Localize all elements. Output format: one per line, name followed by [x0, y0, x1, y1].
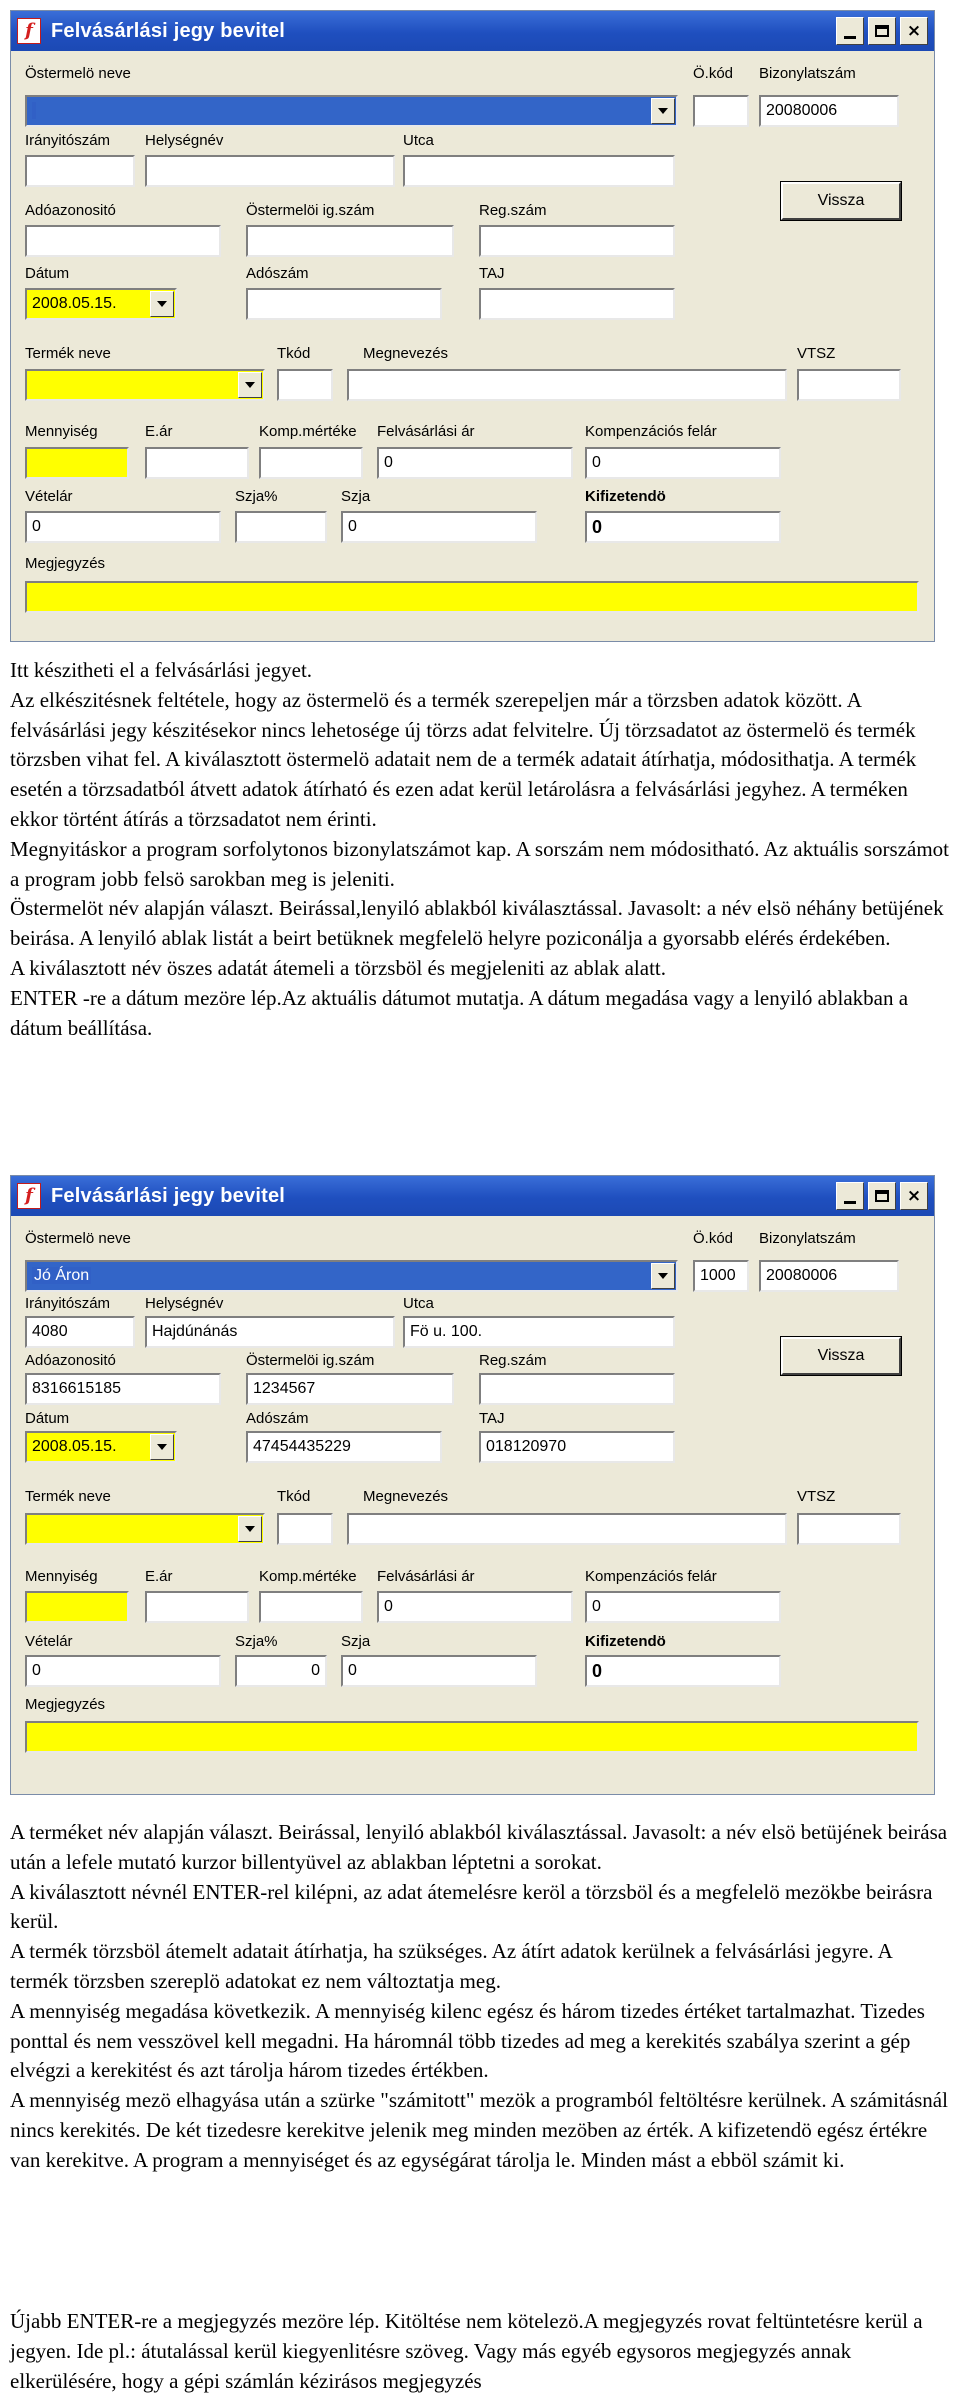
instructions-block-2 [10, 1818, 950, 2176]
kompenzacios-felar-field: 0 [585, 447, 781, 479]
tkod-field[interactable] [277, 1513, 333, 1545]
adoszam-field[interactable]: 47454435229 [246, 1431, 442, 1463]
label-megjegyzes: Megjegyzés [25, 555, 106, 572]
label-tkod: Tkód [277, 345, 311, 362]
ostermelo-dropdown[interactable] [25, 95, 678, 127]
taj-field[interactable]: 018120970 [479, 1431, 675, 1463]
tkod-field[interactable] [277, 369, 333, 401]
title-bar [11, 11, 934, 51]
label-datum: Dátum [25, 265, 70, 282]
label-megnevezes: Megnevezés [363, 1488, 449, 1505]
szja-pct-field[interactable] [235, 511, 327, 543]
label-mennyiseg: Mennyiség [25, 1568, 98, 1585]
instructions-block-3 [10, 2307, 950, 2396]
megnevezes-field[interactable] [347, 1513, 787, 1545]
purchase-form [11, 1216, 934, 1804]
label-reg-szam: Reg.szám [479, 202, 547, 219]
label-helysegnev: Helységnév [145, 1295, 224, 1312]
label-kifizetendo: Kifizetendö [585, 488, 666, 505]
paragraph: Megnyitáskor a program sorfolytonos bizonylatszámot kap. A sorszám nem módositható. Az aktuális sorszámot a program jobb felsö sarokban meg is jeleniti. [10, 836, 950, 891]
label-szja: Szja [341, 488, 371, 505]
iranyitoszam-field[interactable] [25, 155, 135, 187]
close-button[interactable] [900, 1182, 928, 1210]
label-e-ar: E.ár [145, 423, 173, 440]
back-button[interactable]: Vissza [781, 1337, 901, 1375]
label-ostermeloi-ig-szam: Östermelöi ig.szám [246, 202, 375, 219]
app-icon: f [17, 1183, 41, 1209]
chevron-down-icon[interactable] [238, 1516, 262, 1542]
label-iranyitoszam: Irányitószám [25, 1295, 111, 1312]
label-megnevezes: Megnevezés [363, 345, 449, 362]
label-iranyitoszam: Irányitószám [25, 132, 111, 149]
purchase-form-window-2 [10, 1175, 935, 1795]
label-utca: Utca [403, 1295, 434, 1312]
felvasarlasi-ar-field: 0 [377, 447, 573, 479]
adoazonosito-field[interactable] [25, 225, 221, 257]
label-kompenzacios-felar: Kompenzációs felár [585, 1568, 717, 1585]
paragraph: Újabb ENTER-re a megjegyzés mezöre lép. Kitöltése nem kötelezö.A megjegyzés rovat feltüntetésre kerül a jegyen. Ide pl.: átutalással kerül kiegyenlitésre szöveg. Vagy más egyéb egysoros megjegyzés annak elkerülésére, hogy a gépi számlán kézirásos megjegyzés [10, 2309, 923, 2393]
chevron-down-icon[interactable] [150, 291, 174, 317]
label-termek-neve: Termék neve [25, 345, 111, 362]
label-okod: Ö.kód [693, 1230, 734, 1247]
label-adoszam: Adószám [246, 1410, 309, 1427]
label-termek-neve: Termék neve [25, 1488, 111, 1505]
paragraph: A termék törzsböl átemelt adatait átírhatja, ha szükséges. Az átírt adatok kerülnek a felvásárlási jegyre. A termék törzsben szereplö adatokat ez nem változtatja meg. [10, 1939, 892, 1993]
e-ar-field[interactable] [145, 1591, 249, 1623]
szja-field: 0 [341, 1655, 537, 1687]
maximize-button[interactable] [868, 17, 896, 45]
ostermelo-dropdown[interactable]: Jó Áron [25, 1260, 678, 1292]
label-adoazonosito: Adóazonositó [25, 202, 116, 219]
label-vtsz: VTSZ [797, 345, 836, 362]
minimize-icon [844, 36, 856, 39]
okod-field[interactable] [693, 95, 749, 127]
maximize-button[interactable] [868, 1182, 896, 1210]
label-kifizetendo: Kifizetendö [585, 1633, 666, 1650]
label-utca: Utca [403, 132, 434, 149]
paragraph: A mennyiség megadása következik. A mennyiség kilenc egész és három tizedes értéket tartalmazhat. Tizedes ponttal és nem vesszövel kell megadni. Ha háromnál több tizedes ad meg a kerekités szabálya szerint a gép elvégzi a kerekitést és azt tárolja három tizedes értékben. [10, 1998, 925, 2083]
label-komp-merteke: Komp.mértéke [259, 423, 357, 440]
label-vetelar: Vételár [25, 488, 73, 505]
adoazonosito-field[interactable]: 8316615185 [25, 1373, 221, 1405]
utca-field[interactable] [403, 155, 675, 187]
vtsz-field[interactable] [797, 369, 901, 401]
bizonylatszam-field: 20080006 [759, 1260, 899, 1292]
komp-merteke-field[interactable] [259, 1591, 363, 1623]
label-e-ar: E.ár [145, 1568, 173, 1585]
szja-field: 0 [341, 511, 537, 543]
reg-szam-field[interactable] [479, 225, 675, 257]
minimize-icon [844, 1201, 856, 1204]
megjegyzes-field[interactable] [25, 581, 919, 613]
app-icon: f [17, 18, 41, 44]
e-ar-field[interactable] [145, 447, 249, 479]
label-szja-pct: Szja% [235, 1633, 278, 1650]
iranyitoszam-field[interactable]: 4080 [25, 1316, 135, 1348]
chevron-down-icon[interactable] [651, 98, 675, 124]
label-felvasarlasi-ar: Felvásárlási ár [377, 423, 475, 440]
label-ostermeloi-ig-szam: Östermelöi ig.szám [246, 1352, 375, 1369]
felvasarlasi-ar-field: 0 [377, 1591, 573, 1623]
label-okod: Ö.kód [693, 65, 734, 82]
reg-szam-field[interactable] [479, 1373, 675, 1405]
label-adoazonosito: Adóazonositó [25, 1352, 116, 1369]
helysegnev-field[interactable]: Hajdúnánás [145, 1316, 395, 1348]
utca-field[interactable]: Fö u. 100. [403, 1316, 675, 1348]
helysegnev-field[interactable] [145, 155, 395, 187]
mennyiseg-field[interactable] [25, 1591, 129, 1623]
vetelar-field: 0 [25, 1655, 221, 1687]
label-mennyiseg: Mennyiség [25, 423, 98, 440]
close-icon: × [906, 1185, 922, 1206]
bizonylatszam-field: 20080006 [759, 95, 899, 127]
maximize-icon [875, 1190, 889, 1202]
label-bizonylatszam: Bizonylatszám [759, 1230, 856, 1247]
vtsz-field[interactable] [797, 1513, 901, 1545]
kifizetendo-field: 0 [585, 511, 781, 543]
paragraph: A kiválasztott névnél ENTER-rel kilépni, az adat átemelésre keröl a törzsböl és a megfelelö mezökbe beirásra kerül. [10, 1879, 933, 1934]
label-reg-szam: Reg.szám [479, 1352, 547, 1369]
mennyiseg-field[interactable] [25, 447, 129, 479]
chevron-down-icon[interactable] [150, 1434, 174, 1460]
paragraph: A terméket név alapján választ. Beirással, lenyiló ablakból kiválasztással. Javasolt: a név elsö betüjének beirása után a lefele mutató kurzor billentyüvel az ablakban léptetni a sorokat. [10, 1820, 948, 1874]
label-megjegyzes: Megjegyzés [25, 1696, 106, 1713]
datum-picker[interactable]: 2008.05.15. [25, 1431, 177, 1463]
instructions-block-1 [10, 656, 950, 1043]
label-ostermelo-neve: Östermelö neve [25, 65, 131, 82]
termek-dropdown[interactable] [25, 1513, 265, 1545]
title-bar [11, 1176, 934, 1216]
taj-field[interactable] [479, 288, 675, 320]
label-vtsz: VTSZ [797, 1488, 836, 1505]
paragraph: A mennyiség mezö elhagyása után a szürke "számitott" mezök a programból feltöltésre kerülnek. A számitásnál nincs kerekités. De két tizedesre kerekitve jelenik meg minden mezöben az érték. A kifizetendö egész értékre van kerekitve. A program a mennyiséget és az egységárat tárolja le. Minden mást a ebböl számit ki. [10, 2088, 948, 2172]
ostermeloi-ig-szam-field[interactable]: 1234567 [246, 1373, 454, 1405]
label-kompenzacios-felar: Kompenzációs felár [585, 423, 717, 440]
okod-field[interactable]: 1000 [693, 1260, 749, 1292]
adoszam-field[interactable] [246, 288, 442, 320]
ostermeloi-ig-szam-field[interactable] [246, 225, 454, 257]
komp-merteke-field[interactable] [259, 447, 363, 479]
purchase-form [11, 51, 934, 639]
label-taj: TAJ [479, 265, 505, 282]
chevron-down-icon[interactable] [238, 372, 262, 398]
kifizetendo-field: 0 [585, 1655, 781, 1687]
termek-dropdown[interactable] [25, 369, 265, 401]
minimize-button[interactable] [836, 17, 864, 45]
megnevezes-field[interactable] [347, 369, 787, 401]
label-taj: TAJ [479, 1410, 505, 1427]
minimize-button[interactable] [836, 1182, 864, 1210]
szja-pct-field[interactable]: 0 [235, 1655, 327, 1687]
purchase-form-window-1 [10, 10, 935, 642]
close-icon: × [906, 20, 922, 41]
window-title: Felvásárlási jegy bevitel [51, 1184, 286, 1207]
kompenzacios-felar-field: 0 [585, 1591, 781, 1623]
label-szja: Szja [341, 1633, 371, 1650]
label-adoszam: Adószám [246, 265, 309, 282]
paragraph: Itt készitheti el a felvásárlási jegyet. [10, 658, 313, 682]
datum-picker[interactable]: 2008.05.15. [25, 288, 177, 320]
paragraph: Östermelöt név alapján választ. Beirással,lenyiló ablakból kiválasztással. Javasolt: a név elsö néhány betüjének beirása. A lenyiló ablak listát a beirt betüknek megfelelö helyre poziconálja a gyorsabb elérés érdekében. [10, 896, 944, 951]
back-button[interactable]: Vissza [781, 182, 901, 220]
paragraph: A kiválasztott név öszes adatát átemeli a törzsböl és megjeleniti az ablak alatt. [10, 955, 667, 980]
close-button[interactable] [900, 17, 928, 45]
label-ostermelo-neve: Östermelö neve [25, 1230, 131, 1247]
paragraph: Az elkészitésnek feltétele, hogy az östermelö és a termék szerepeljen már a törzsben adatok között. A felvásárlási jegy készitésekor nincs lehetosége új törzs adat felvitelre. Új törzsadatot az östermelö és termék törzsben vihat fel. A kiválasztott östermelö adatait nem de a termék adatait átírhatja, módosithatja. A termék esetén a törzsadatból átvett adatok átírható és ezen adat kerül letárolásra a felvásárlási jegyhez. A terméken ekkor történt átírás a törzsadatot nem érinti. [10, 687, 917, 831]
label-szja-pct: Szja% [235, 488, 278, 505]
label-felvasarlasi-ar: Felvásárlási ár [377, 1568, 475, 1585]
maximize-icon [875, 25, 889, 37]
label-tkod: Tkód [277, 1488, 311, 1505]
window-title: Felvásárlási jegy bevitel [51, 19, 286, 42]
megjegyzes-field[interactable] [25, 1721, 919, 1753]
label-vetelar: Vételár [25, 1633, 73, 1650]
label-helysegnev: Helységnév [145, 132, 224, 149]
vetelar-field: 0 [25, 511, 221, 543]
label-bizonylatszam: Bizonylatszám [759, 65, 856, 82]
label-datum: Dátum [25, 1410, 70, 1427]
label-komp-merteke: Komp.mértéke [259, 1568, 357, 1585]
paragraph: ENTER -re a dátum mezöre lép.Az aktuális dátumot mutatja. A dátum megadása vagy a lenyiló ablakban a dátum beállítása. [10, 985, 909, 1040]
chevron-down-icon[interactable] [651, 1263, 675, 1289]
